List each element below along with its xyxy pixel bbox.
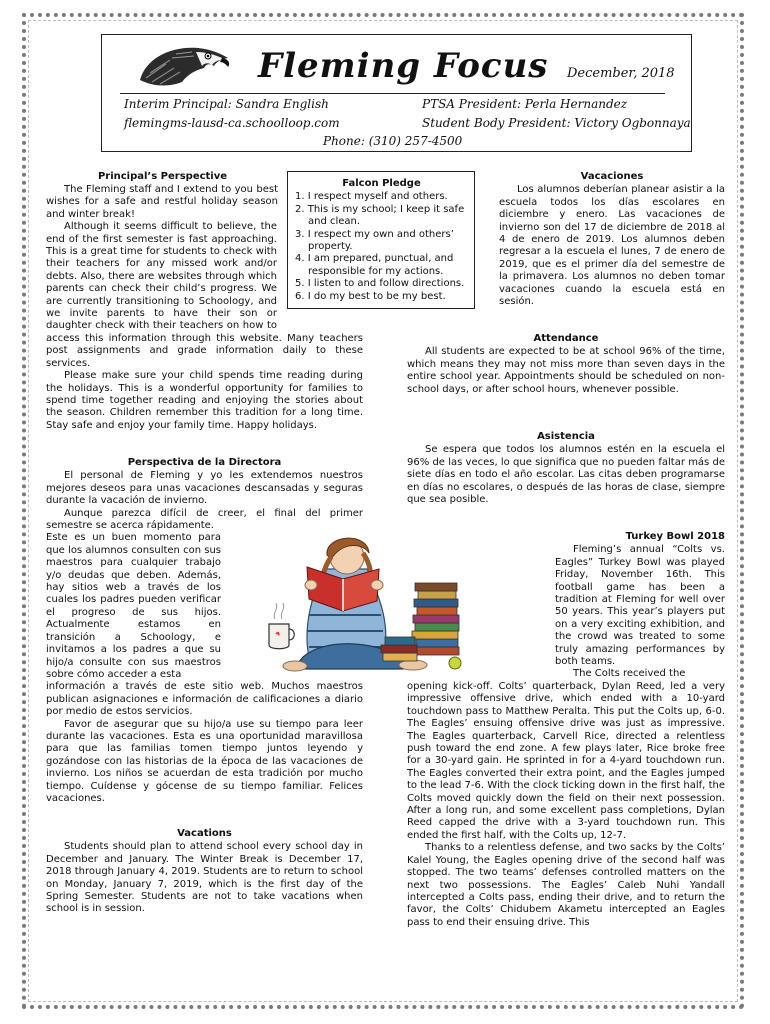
issue-date: December, 2018 xyxy=(567,66,675,81)
turkey-bowl-narrow xyxy=(555,531,725,681)
falcon-pledge-box xyxy=(287,171,475,309)
principal-paragraph-3: Please make sure your child spends time reading during the holidays. This is a wonderful opportunity for families to spend time together reading and enjoying the stories about the season. Children remember this tradition for a long time. Stay safe and enjoy your family time. Happy holidays. xyxy=(46,370,363,431)
turkey-bowl-paragraph-2b: opening kick-off. Colts’ quarterback, Dylan Reed, led a very impressive offensive drive, which ended with a 10-yard touchdown pass to Matthew Peralta. This put the Colts up, 6-0. The Eagles’ ensuing offensive drive was just as impressive. The Eagles quarterback, Carvell Rice, directed a relentless push toward the end zone. A few plays later, Rice broke free for a 30-yard gain. He sprinted in for a 4-yard touchdown run. The Eagles converted their extra point, and the Eagles jumped to the lead 7-6. With the clock ticking down in the first half, the Colts moved quickly down the field on their next possession. After a long run, and some excellent pass completions, Dylan Reed capped the drive with a 3-yard touchdown run. This ended the first half, with the Colts up, 12-7. xyxy=(407,681,725,841)
vacations-heading: Vacations xyxy=(177,828,232,839)
reading-child-illustration xyxy=(263,529,472,672)
vacaciones-section xyxy=(499,171,725,308)
attendance-paragraph: All students are expected to be at school 96% of the time, which means they may not miss more than seven days in the entire school year. Appointments should be scheduled on non-school days, or after school hours, whenever possible. xyxy=(407,346,725,395)
asistencia-heading: Asistencia xyxy=(537,431,595,442)
principal-perspective-heading: Principal’s Perspective xyxy=(97,171,228,182)
pledge-item: 1. I respect myself and others. xyxy=(295,191,448,203)
school-website: flemingms-lausd-ca.schoolloop.com xyxy=(124,116,340,130)
attendance-heading: Attendance xyxy=(533,333,599,344)
vacaciones-paragraph: Los alumnos deberían planear asistir a la escuela todos los días escolares en diciembre y enero. Las vacaciones de invierno son del 17 de diciembre de 2018 al 4 de enero de 2019. Los alumnos deben regresar a la escuela el lunes, 7 de enero de 2019, que es el primer día del semestre de la primavera. Los alumnos no deben tomar vacaciones cuando la escuela está en sesión. xyxy=(499,184,725,308)
pledge-item: 4. I am prepared, punctual, and responsible for my actions. xyxy=(295,253,454,277)
pledge-item: 3. I respect my own and others’ property. xyxy=(295,228,454,253)
perspectiva-paragraph-2a: Aunque parezca difícil de creer, el final del primer semestre se acerca rápidamente. xyxy=(46,507,363,532)
ptsa-president: PTSA President: Perla Hernandez xyxy=(422,97,628,111)
turkey-bowl-paragraph-3: Thanks to a relentless defense, and two sacks by the Colts’ Kalel Young, the Eagles opening drive of the second half was stopped. The two teams’ defenses controlled matters on the next two possessions. The Eagles’ Caleb Nuhi Yandall intercepted a Colts pass, ending their drive, and to return the favor, the Colts’ Chidubem Akametu intercepted an Eagles pass to end their ensuing drive. This xyxy=(407,842,725,928)
perspectiva-paragraph-3: Favor de asegurar que su hijo/a use su tiempo para leer durante las vacaciones. Esta es una oportunidad maravillosa para que las familias tomen tiempo juntos leyendo y gozándose con las historias de la época de las vacaciones de invierno. Los niños se acuerdan de esta tradición por mucho tiempo. Cuídense y gócense de su tiempo familiar. Felices vacaciones. xyxy=(46,718,363,804)
pledge-item: 2. This is my school; I keep it safe and clean. xyxy=(295,203,465,228)
perspectiva-heading: Perspectiva de la Directora xyxy=(127,457,282,468)
vacations-paragraph: Students should plan to attend school every school day in December and January. The Winter Break is December 17, 2018 through January 4, 2019. Students are to return to school on Monday, January 7, 2019, which is the first day of the Spring Semester. Students are not to take vacations when school is in session. xyxy=(46,841,363,915)
falcon-pledge-list xyxy=(295,191,468,303)
principal-perspective-narrow xyxy=(46,171,279,184)
pledge-item: 6. I do my best to be my best. xyxy=(295,290,446,302)
pledge-item: 5. I listen to and follow directions. xyxy=(295,278,465,290)
book-stack-icon xyxy=(381,583,459,661)
perspectiva-paragraph-1: El personal de Fleming y yo les extendemos nuestros mejores deseos para unas vacaciones descansadas y seguras durante la vacación de invierno. xyxy=(46,470,363,507)
attendance-section xyxy=(407,333,725,396)
perspectiva-paragraph-2c: información a través de este sitio web. Muchos maestros publican asignaciones e información de calificaciones a diario por medio de estos servicios. xyxy=(46,681,363,718)
turkey-bowl-paragraph-1: Fleming’s annual “Colts vs. Eagles” Turkey Bowl was played Friday, November 16th. This football game has been a tradition at Fleming for well over 50 years. This year’s players put on a very exciting exhibition, and the crowd was treated to some truly amazing performances by both teams. xyxy=(555,544,725,668)
vacaciones-heading: Vacaciones xyxy=(580,171,644,182)
falcon-mascot-icon xyxy=(136,40,234,92)
principal-paragraph-2-text: Although it seems difficult to believe, the end of the first semester is fast approaching. This is a great time for students to check with their teachers for any missed work and/or debts. Also, there are websites through which parents can check their child’s progress. We are currently transitioning to Schoology, and we invite parents to have their son or daughter check with their teachers on how to access this information through this website. Many teachers post assignments and grade information daily to these services. xyxy=(46,221,363,369)
newsletter-title: Fleming Focus xyxy=(258,46,549,86)
school-phone: Phone: (310) 257-4500 xyxy=(323,134,463,148)
perspectiva-paragraph-2b: Este es un buen momento para que los alumnos consulten con sus maestros para cualquier trabajo y/o deudas que deben. Además, hay sitios web a través de los cuales los padres pueden verificar el progreso de sus hijos. Actualmente estamos en transición a Schoology, e invitamos a los padres a que su hijo/a consulte con sus maestros sobre cómo acceder a esta xyxy=(46,532,221,680)
turkey-bowl-paragraph-2a: The Colts received the xyxy=(573,668,686,680)
vacations-section xyxy=(46,828,363,916)
turkey-bowl-body xyxy=(407,681,725,929)
principal-name: Interim Principal: Sandra English xyxy=(124,97,329,111)
coffee-mug-icon xyxy=(269,603,294,649)
masthead-rule xyxy=(120,93,665,94)
falcon-pledge-heading: Falcon Pledge xyxy=(342,178,421,189)
asistencia-paragraph: Se espera que todos los alumnos estén en la escuela el 96% de las veces, lo que significa que no pueden faltar más de siete días en todo el año escolar. Las citas deben programarse en días no escolares, o después de las horas de clase, siempre que sea posible. xyxy=(407,444,725,506)
asistencia-section xyxy=(407,431,725,506)
student-body-president: Student Body President: Victory Ogbonnaya xyxy=(422,116,691,130)
turkey-bowl-heading: Turkey Bowl 2018 xyxy=(625,531,725,542)
principal-paragraph-1: The Fleming staff and I extend to you best wishes for a safe and restful holiday season and winter break! xyxy=(46,184,278,220)
